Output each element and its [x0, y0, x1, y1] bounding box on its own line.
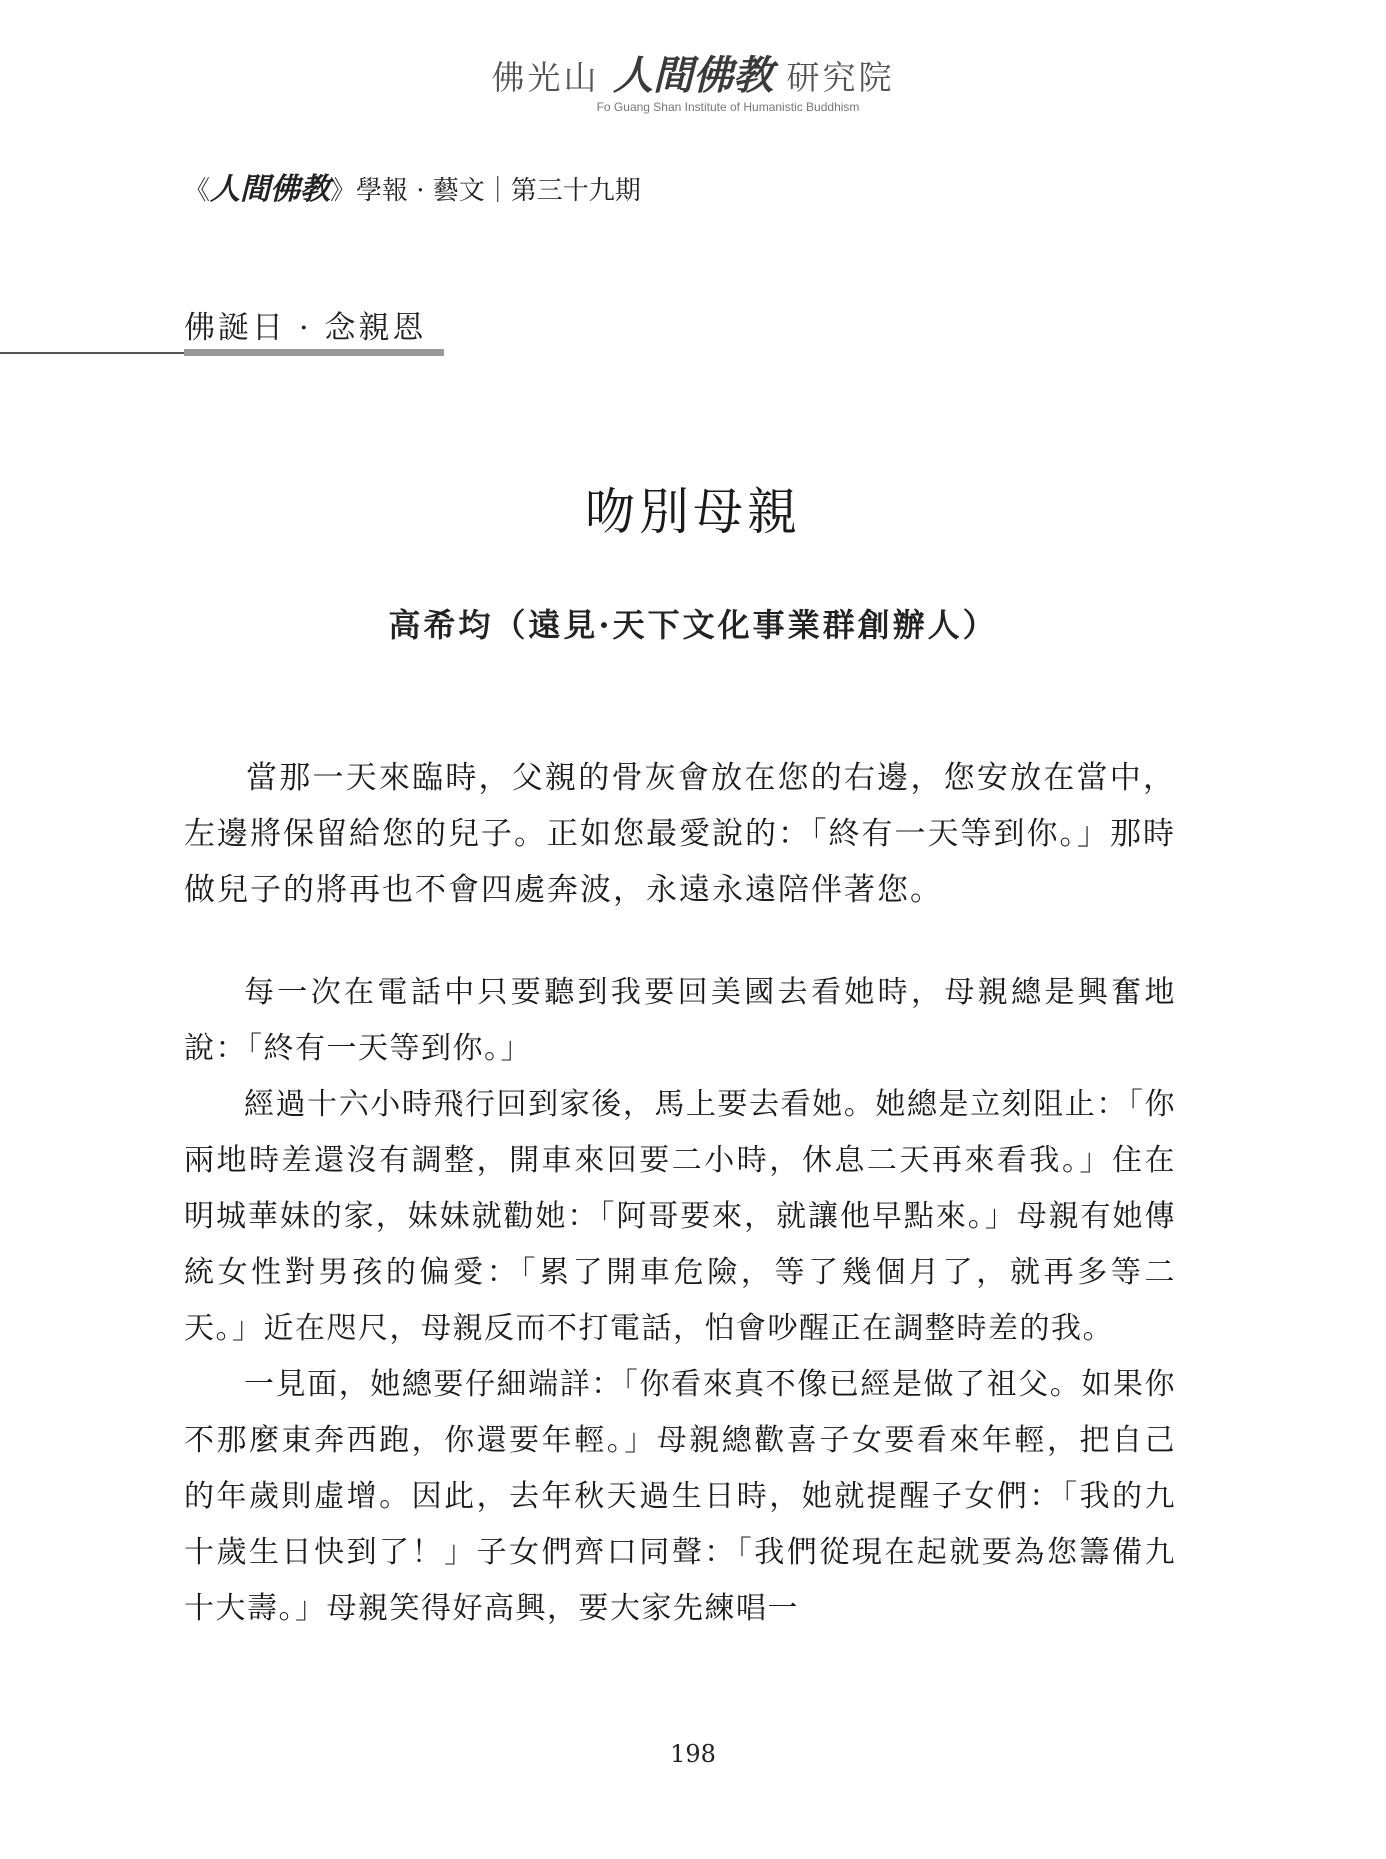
masthead	[0, 52, 1386, 114]
masthead-title	[0, 52, 1386, 99]
article-intro	[184, 750, 1176, 918]
body-paragraph: 每一次在電話中只要聽到我要回美國去看她時，母親總是興奮地說：「終有一天等到你。」	[184, 975, 1176, 1066]
page-number: 198	[670, 1740, 716, 1768]
article-title: 吻別母親	[585, 483, 801, 541]
intro-paragraph: 當那一天來臨時，父親的骨灰會放在您的右邊，您安放在當中，左邊將保留給您的兒子。正如您最愛說的：「終有一天等到你。」那時做兒子的將再也不會四處奔波，永遠永遠陪伴著您。	[184, 760, 1176, 908]
body-paragraph: 一見面，她總要仔細端詳：「你看來真不像已經是做了祖父。如果你不那麼東奔西跑，你還要年輕。」母親總歡喜子女要看來年輕，把自己的年歲則虛增。因此，去年秋天過生日時，她就提醒子女們：「我的九十歲生日快到了！」子女們齊口同聲：「我們從現在起就要為您籌備九十大壽。」母親笑得好高興，要大家先練唱一	[184, 1367, 1176, 1626]
article-body	[184, 965, 1176, 1637]
masthead-logo-script: 人間佛教	[613, 52, 773, 99]
masthead-english: Fo Guang Shan Institute of Humanistic Buddhism	[596, 100, 860, 114]
section-underline	[184, 349, 444, 356]
journal-issue: 》學報 · 藝文｜第三十九期	[330, 176, 641, 206]
journal-open-bracket: 《	[184, 176, 211, 206]
article-author: 高希均（遠見·天下文化事業群創辦人）	[388, 606, 998, 644]
journal-header	[184, 164, 641, 208]
journal-name-script: 人間佛教	[210, 172, 331, 207]
section-title: 佛誕日 · 念親恩	[184, 310, 427, 346]
body-paragraph: 經過十六小時飛行回到家後，馬上要去看她。她總是立刻阻止：「你兩地時差還沒有調整，開車來回要二小時，休息二天再來看我。」住在明城華妹的家，妹妹就勸她：「阿哥要來，就讓他早點來。」母親有她傳統女性對男孩的偏愛：「累了開車危險，等了幾個月了，就再多等二天。」近在咫尺，母親反而不打電話，怕會吵醒正在調整時差的我。	[184, 1087, 1176, 1346]
masthead-prefix: 佛光山	[491, 58, 600, 97]
masthead-suffix: 研究院	[786, 58, 895, 97]
